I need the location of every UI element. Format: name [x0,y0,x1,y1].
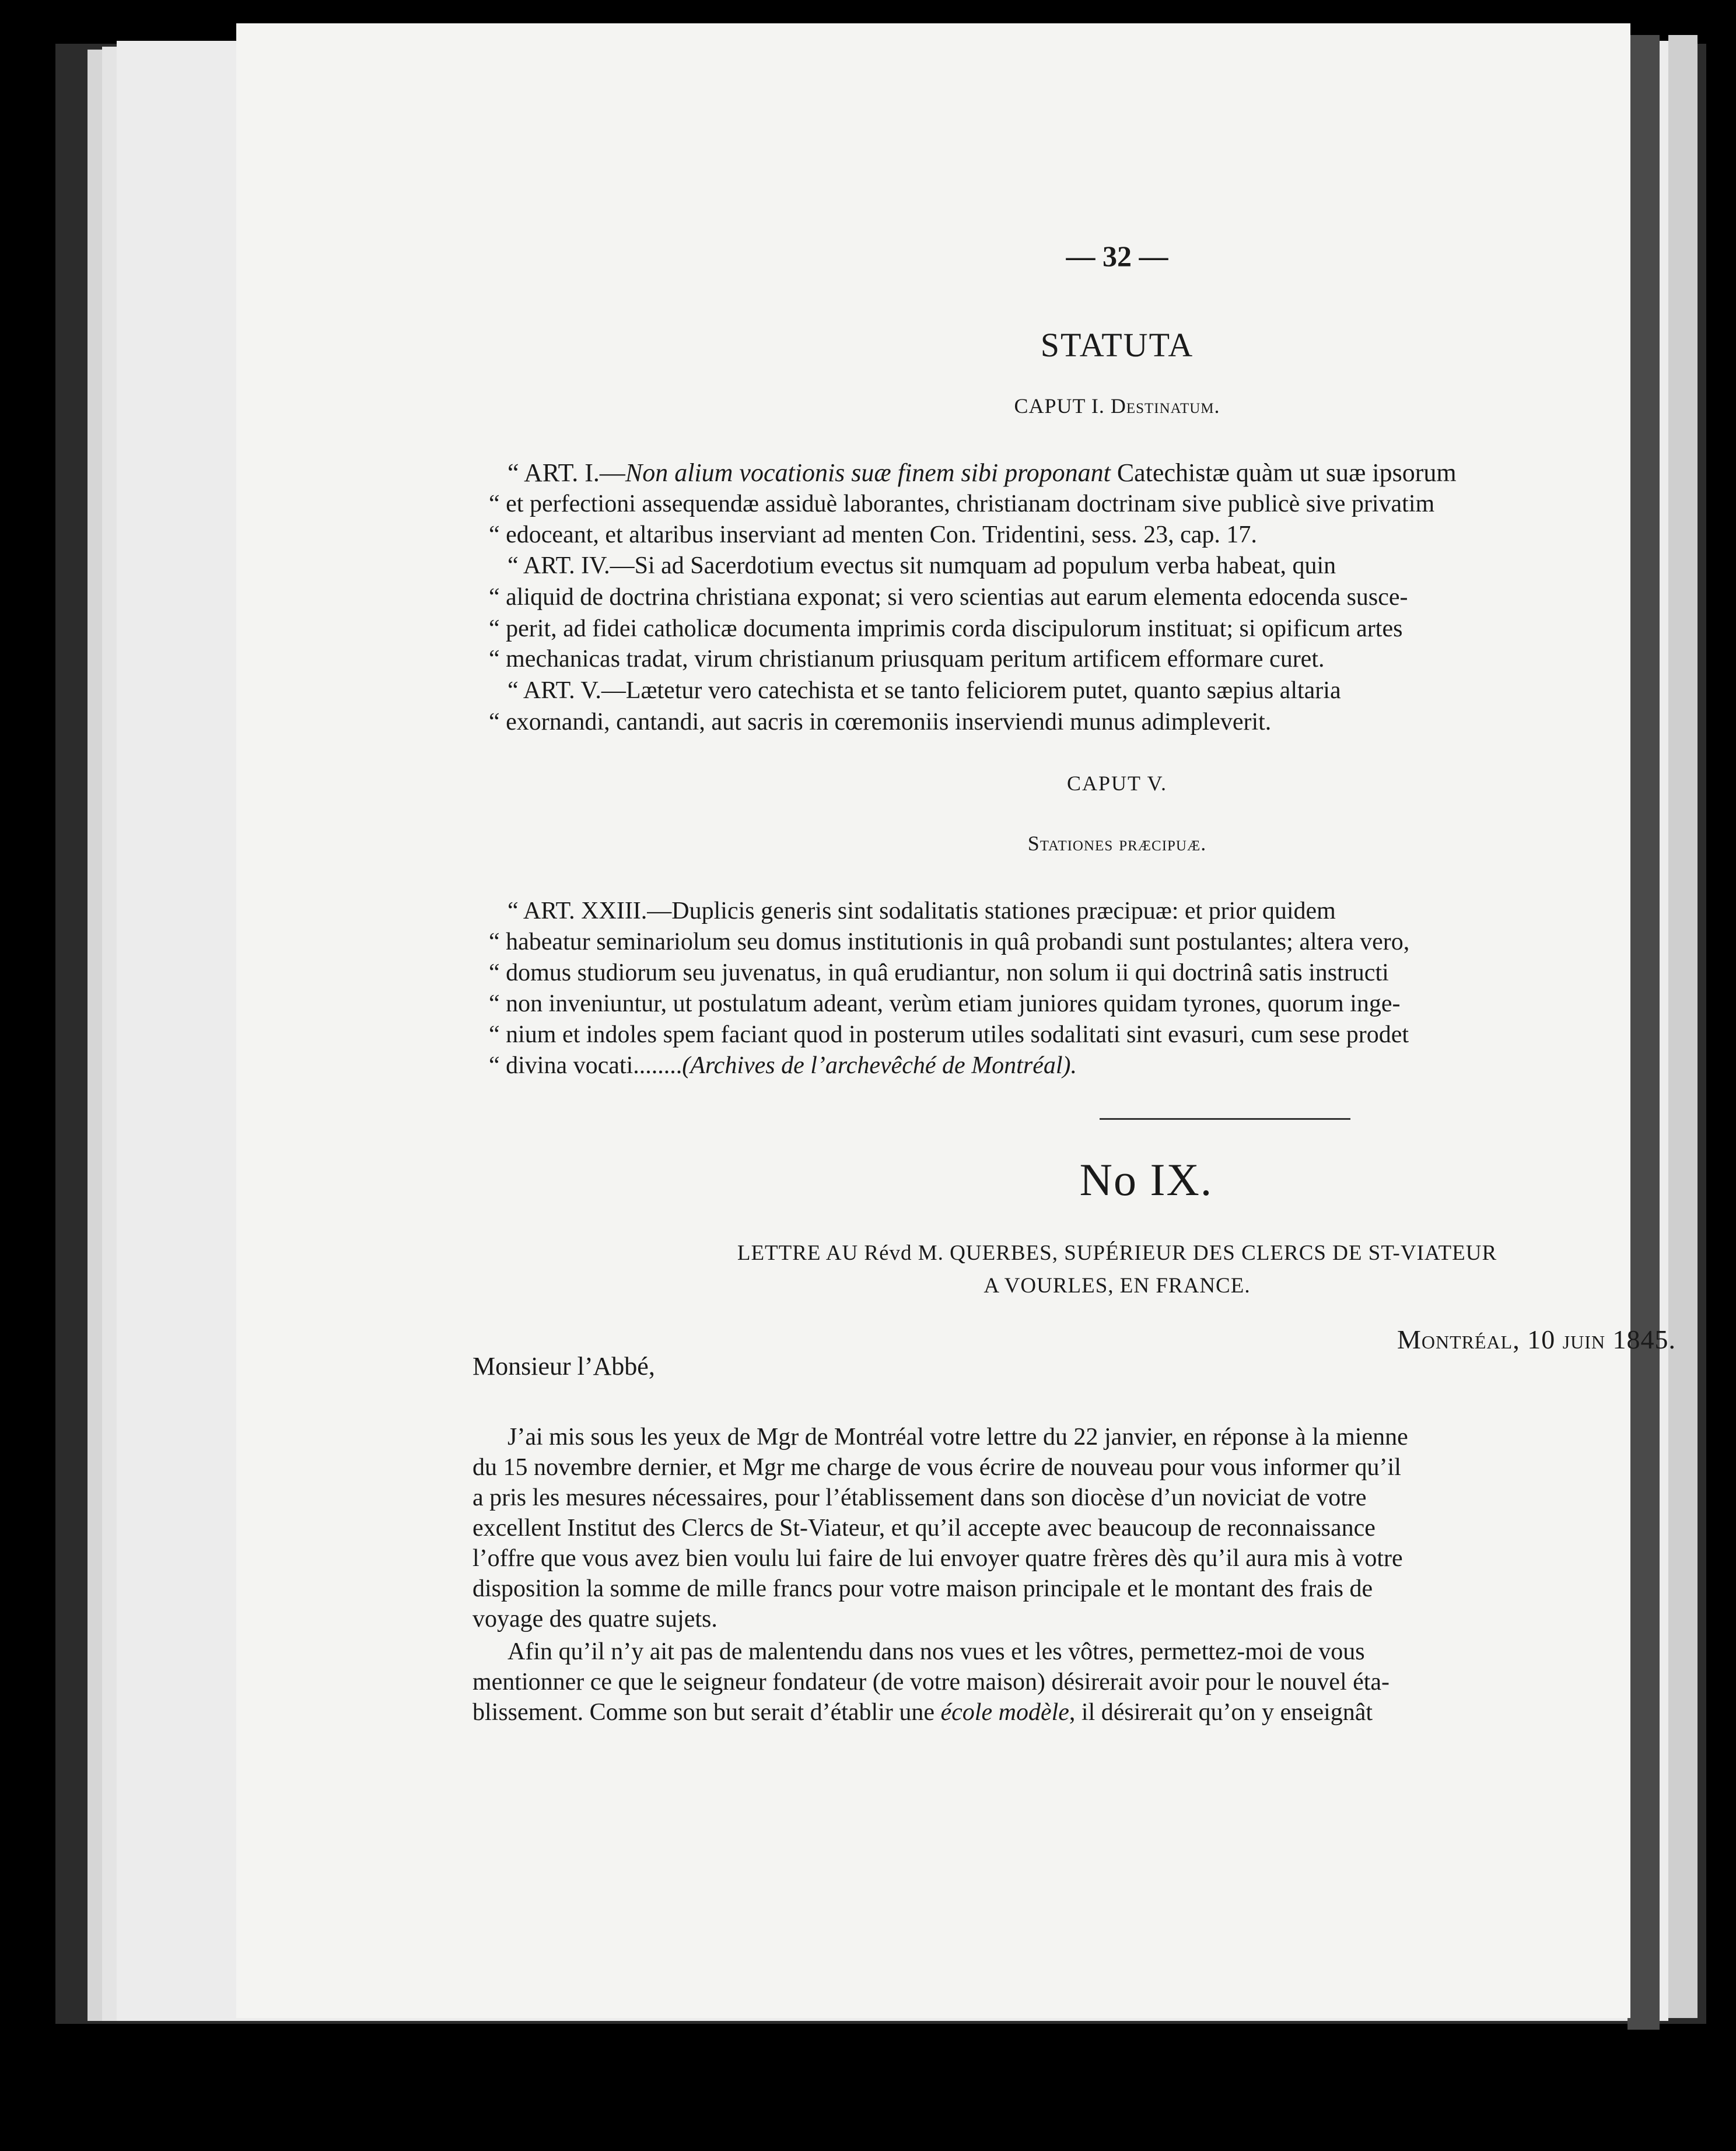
art-23-line-6: “ divina vocati........(Archives de l’archevêché de Montréal). [489,1052,1077,1079]
art-4-line-3: “ perit, ad fidei catholicæ documenta imprimis corda discipulorum instituat; si opificum artes [489,615,1403,642]
letter-salutation: Monsieur l’Abbé, [473,1352,655,1381]
caput-5-heading: CAPUT V. [1066,772,1168,795]
art-1-line-1: “ ART. I.—Non alium vocationis suæ finem sibi proponant Catechistæ quàm ut suæ ipsorum [508,458,1457,487]
para-1-line-1: J’ai mis sous les yeux de Mgr de Montréal votre lettre du 22 janvier, en réponse à la mienne [508,1424,1408,1451]
page-content [222,0,1676,2151]
facing-page-edge [1668,35,1698,2018]
art-4-line-4: “ mechanicas tradat, virum christianum priusquam peritum artificem efformare curet. [489,646,1325,672]
art-23-line-2: “ habeatur seminariolum seu domus institutionis in quâ probandi sunt postulantes; altera vero, [489,929,1410,955]
letter-dateline: Montréal, 10 juin 1845. [1397,1325,1676,1354]
para-1-line-5: l’offre que vous avez bien voulu lui faire de lui envoyer quatre frères dès qu’il aura mis à votre [473,1545,1403,1572]
para-2-line-3: blissement. Comme son but serait d’établir une école modèle, il désirerait qu’on y enseignât [473,1699,1373,1726]
para-1-line-2: du 15 novembre dernier, et Mgr me charge de vous écrire de nouveau pour vous informer qu’il [473,1454,1401,1481]
statuta-title: STATUTA [1040,326,1194,364]
art-5-line-1: “ ART. V.—Lætetur vero catechista et se tanto feliciorem putet, quanto sæpius altaria [508,677,1341,704]
no-9-heading: No IX. [1079,1154,1213,1205]
para-1-line-7: voyage des quatre sujets. [473,1606,718,1632]
stationes-heading: Stationes præcipuæ. [1027,832,1207,855]
art-4-line-2: “ aliquid de doctrina christiana exponat; si vero scientias aut earum elementa edocenda susce- [489,584,1408,611]
caput-1-heading: CAPUT I. Destinatum. [1014,394,1220,418]
art-1-line-2: “ et perfectioni assequendæ assiduè laborantes, christianam doctrinam sive publicè sive privatim [489,491,1435,517]
section-divider [1100,1118,1350,1120]
para-1-line-4: excellent Institut des Clercs de St-Viateur, et qu’il accepte avec beaucoup de reconnaissance [473,1515,1376,1542]
para-1-line-3: a pris les mesures nécessaires, pour l’établissement dans son diocèse d’un noviciat de votre [473,1484,1367,1511]
para-1-line-6: disposition la somme de mille francs pour votre maison principale et le montant des frais de [473,1575,1373,1602]
para-2-line-1: Afin qu’il n’y ait pas de malentendu dans nos vues et les vôtres, permettez-moi de vous [508,1638,1365,1665]
letter-subtitle-1: LETTRE AU Révd M. QUERBES, SUPÉRIEUR DES CLERCS DE ST-VIATEUR [737,1241,1497,1265]
art-4-line-1: “ ART. IV.—Si ad Sacerdotium evectus sit numquam ad populum verba habeat, quin [508,552,1336,579]
art-23-line-5: “ nium et indoles spem faciant quod in posterum utiles sodalitati sint evasuri, cum sese prodet [489,1021,1409,1048]
art-23-line-4: “ non inveniuntur, ut postulatum adeant, verùm etiam juniores quidam tyrones, quorum inge- [489,990,1401,1017]
para-2-line-2: mentionner ce que le seigneur fondateur (de votre maison) désirerait avoir pour le nouvel éta- [473,1669,1390,1695]
page-number: — 32 — [1066,240,1168,272]
letter-subtitle-2: A VOURLES, EN FRANCE. [984,1274,1251,1298]
binding-shadow [1628,35,1660,2030]
art-1-line-3: “ edoceant, et altaribus inserviant ad menten Con. Tridentini, sess. 23, cap. 17. [489,521,1257,548]
art-23-line-3: “ domus studiorum seu juvenatus, in quâ erudiantur, non solum ii qui doctrinâ satis instructi [489,959,1389,986]
art-5-line-2: “ exornandi, cantandi, aut sacris in cœremoniis inserviendi munus adimpleverit. [489,709,1272,735]
art-23-line-1: “ ART. XXIII.—Duplicis generis sint sodalitatis stationes præcipuæ: et prior quidem [508,898,1336,924]
